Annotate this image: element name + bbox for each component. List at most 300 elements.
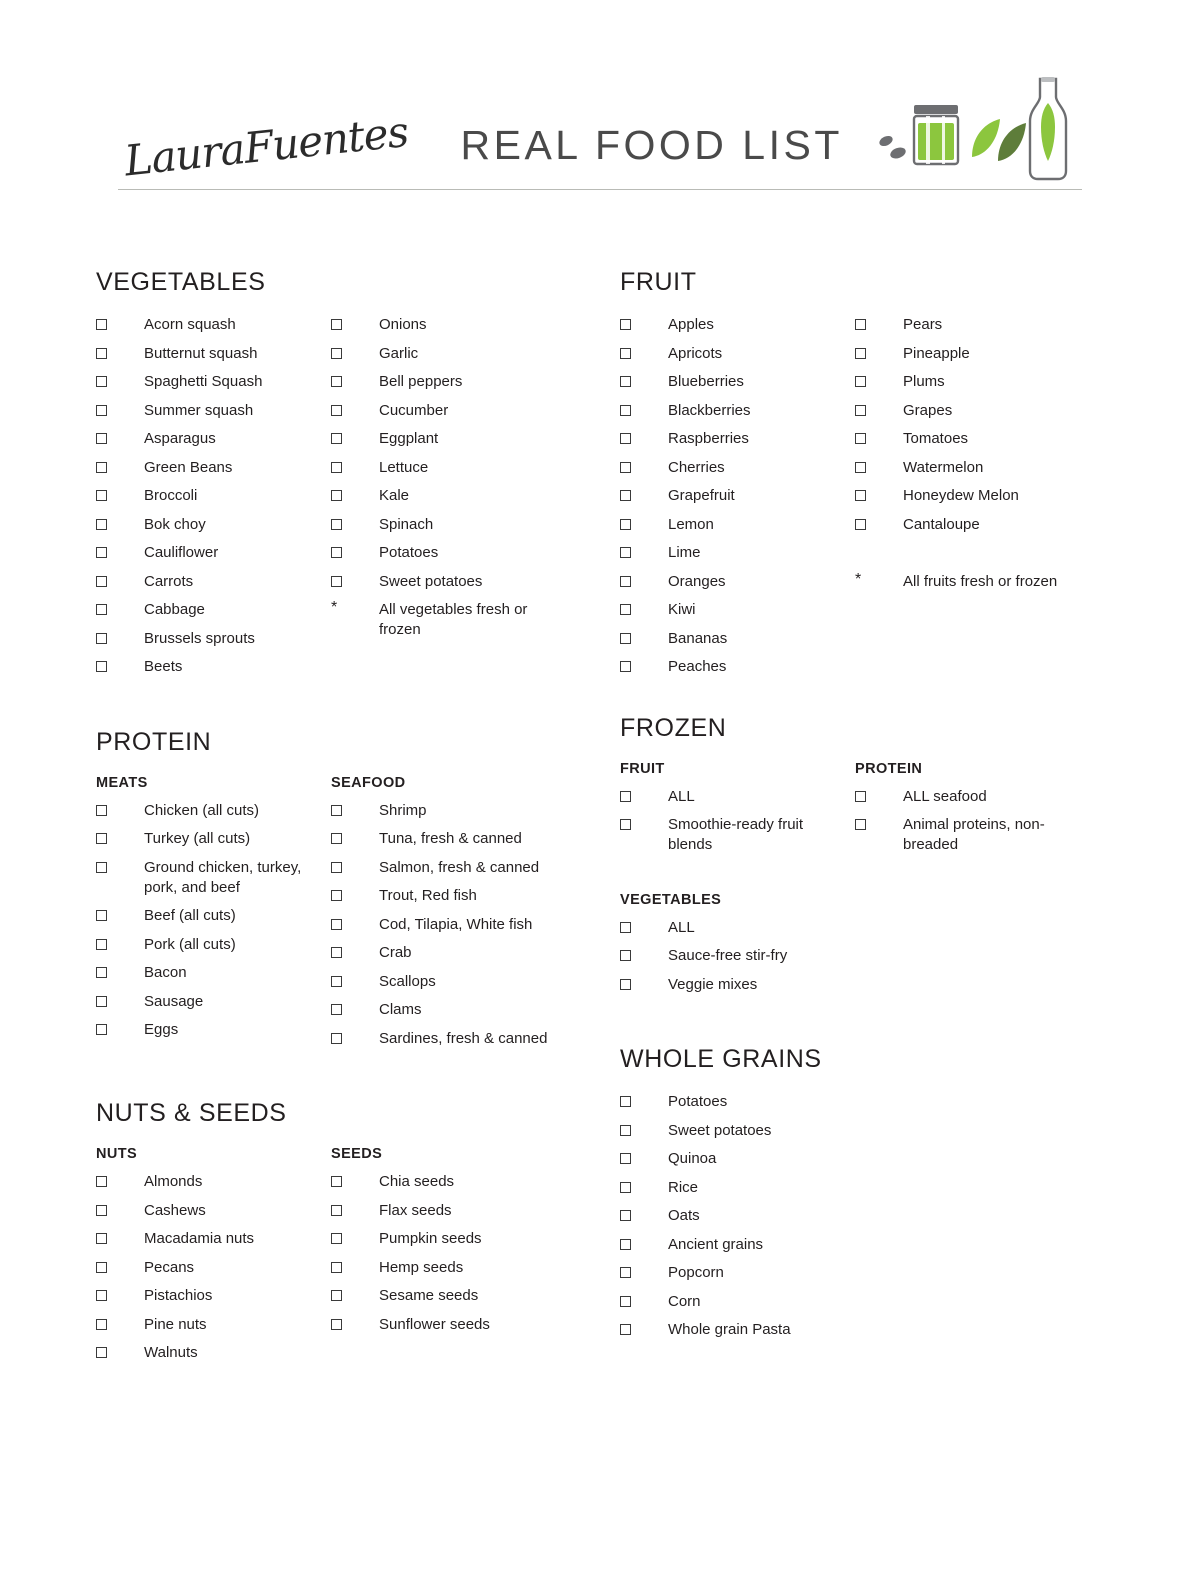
checkbox-icon[interactable] [331,833,342,844]
item-label: Carrots [144,572,194,590]
item-label: Onions [379,316,427,333]
list-item[interactable] [96,858,331,898]
item-label: Pine nuts [144,1315,207,1333]
list-item[interactable] [620,1320,1090,1340]
item-label: Bok choy [144,515,206,533]
checkbox-icon[interactable] [855,819,866,830]
item-label: Veggie mixes [668,975,758,993]
checkbox-icon[interactable] [855,519,866,530]
item-label: Spinach [379,515,434,533]
checkbox-icon[interactable] [620,547,631,558]
item-label: Crab [379,944,412,961]
checkbox-icon[interactable] [96,1024,107,1035]
list-item[interactable] [96,486,331,506]
item-label: Corn [668,1292,701,1310]
item-label: Green Beans [144,458,233,476]
checkbox-icon[interactable] [620,462,631,473]
item-label: Oats [668,1207,700,1224]
checkbox-icon[interactable] [96,319,107,330]
checkbox-icon[interactable] [96,1290,107,1301]
whole-grains-list [620,1092,1090,1340]
list-item[interactable] [620,1092,1090,1112]
item-label: Garlic [379,344,419,362]
list-item[interactable] [331,486,566,506]
checkbox-icon[interactable] [331,1262,342,1273]
item-label: Kale [379,487,410,504]
page-title: REAL FOOD LIST [460,122,843,168]
list-item[interactable] [331,572,566,592]
list-item[interactable] [620,1206,1090,1226]
list-item[interactable] [331,886,566,906]
frozen-fruit [620,761,855,1004]
item-label: Pears [903,316,943,333]
list-item[interactable] [331,401,566,421]
list-item[interactable] [620,1292,1090,1312]
list-item[interactable] [331,1258,566,1278]
checkbox-icon[interactable] [96,433,107,444]
checkbox-icon[interactable] [331,1176,342,1187]
checkbox-icon[interactable] [96,996,107,1007]
subsection-title-seafood: SEAFOOD [331,774,406,791]
checkbox-icon[interactable] [331,919,342,930]
item-label: Bell peppers [379,373,463,390]
item-label: Summer squash [144,401,254,419]
vegetables-column-2 [331,315,566,686]
checkbox-icon[interactable] [620,791,631,802]
item-label: Salmon, fresh & canned [379,858,540,876]
subsection-title-meats: MEATS [96,774,148,791]
checkbox-icon[interactable] [620,1239,631,1250]
checkbox-icon[interactable] [620,405,631,416]
checkbox-icon[interactable] [96,1176,107,1187]
list-item[interactable] [331,429,566,449]
section-title-nuts-seeds: NUTS & SEEDS [96,1099,287,1127]
checkbox-icon[interactable] [620,661,631,672]
list-item[interactable] [620,372,855,392]
list-item[interactable] [331,1201,566,1221]
checkbox-icon[interactable] [96,405,107,416]
checkbox-icon[interactable] [96,1347,107,1358]
item-label: Sausage [144,992,204,1010]
protein-seafood [331,775,566,1058]
item-label: Grapes [903,401,953,419]
item-label: Whole grain Pasta [668,1321,791,1338]
item-label: Watermelon [903,458,984,476]
checkbox-icon[interactable] [96,490,107,501]
list-item[interactable] [331,1000,566,1020]
list-item[interactable] [331,1315,566,1335]
subsection-title-frozen-protein: PROTEIN [855,760,923,777]
section-title-frozen: FROZEN [620,713,727,742]
section-title-vegetables: VEGETABLES [96,268,266,296]
item-label: Quinoa [668,1150,717,1167]
list-item[interactable] [96,906,331,926]
footnote [855,572,1090,592]
list-item[interactable] [96,935,331,955]
list-item[interactable] [96,600,331,620]
list-item[interactable] [620,458,855,478]
list-item[interactable] [96,458,331,478]
list-item[interactable] [620,401,855,421]
item-label: Sauce-free stir-fry [668,947,788,964]
checkbox-icon[interactable] [96,805,107,816]
list-item[interactable] [620,1263,1090,1283]
list-item[interactable] [331,915,566,935]
checkbox-icon[interactable] [620,376,631,387]
item-label: Grapefruit [668,487,735,504]
checkbox-icon[interactable] [620,604,631,615]
item-label: ALL [668,787,695,805]
checkbox-icon[interactable] [331,348,342,359]
checkbox-icon[interactable] [855,433,866,444]
list-item[interactable] [620,315,855,335]
checkbox-icon[interactable] [96,1205,107,1216]
checkbox-icon[interactable] [331,319,342,330]
checkbox-icon[interactable] [855,462,866,473]
checkbox-icon[interactable] [855,791,866,802]
list-item[interactable] [855,787,1090,807]
list-item[interactable] [96,315,331,335]
list-item[interactable] [96,572,331,592]
item-label: Sunflower seeds [379,1315,490,1333]
checkbox-icon[interactable] [331,376,342,387]
list-item[interactable] [331,344,566,364]
list-item[interactable] [331,972,566,992]
checkbox-icon[interactable] [331,490,342,501]
checkbox-icon[interactable] [331,547,342,558]
item-label: Eggs [144,1021,179,1038]
checkbox-icon[interactable] [331,1033,342,1044]
list-item[interactable] [96,963,331,983]
frozen-protein [855,761,1090,1004]
item-label: Beef (all cuts) [144,907,236,924]
list-item[interactable] [855,458,1090,478]
checkbox-icon[interactable] [620,348,631,359]
checkbox-icon[interactable] [620,950,631,961]
list-item[interactable] [96,992,331,1012]
checkbox-icon[interactable] [620,433,631,444]
item-label: Blueberries [668,373,744,390]
list-item[interactable] [331,458,566,478]
checkbox-icon[interactable] [331,1290,342,1301]
item-label: Peaches [668,658,727,675]
list-item[interactable] [331,858,566,878]
checkbox-icon[interactable] [620,1210,631,1221]
item-label: Cabbage [144,601,205,618]
checkbox-icon[interactable] [96,661,107,672]
footnote-label: All fruits fresh or frozen [903,572,1058,590]
right-column [620,268,1090,1349]
list-item[interactable] [620,1235,1090,1255]
subsection-title-seeds: SEEDS [331,1146,383,1162]
section-title-fruit: FRUIT [620,268,697,296]
checkbox-icon[interactable] [855,490,866,501]
list-item[interactable] [96,344,331,364]
list-item[interactable] [96,629,331,649]
item-label: Honeydew Melon [903,487,1019,504]
checkbox-icon[interactable] [620,633,631,644]
checkbox-icon[interactable] [331,462,342,473]
asterisk-icon: * [331,599,338,616]
subsection-title-nuts: NUTS [96,1146,138,1162]
item-label: Cashews [144,1201,206,1219]
list-item[interactable] [620,429,855,449]
checkbox-icon[interactable] [855,405,866,416]
item-label: Cherries [668,458,725,476]
item-label: Sesame seeds [379,1287,479,1304]
item-label: Pork (all cuts) [144,935,236,953]
list-item[interactable] [331,543,566,563]
fruit-column-1 [620,315,855,686]
item-label: Potatoes [668,1093,728,1110]
item-label: Turkey (all cuts) [144,830,251,847]
list-item[interactable] [620,486,855,506]
checkbox-icon[interactable] [331,576,342,587]
item-label: Bacon [144,964,187,981]
list-item[interactable] [331,1029,566,1049]
checkbox-icon[interactable] [331,519,342,530]
checkbox-icon[interactable] [620,979,631,990]
list-item[interactable] [855,815,1090,855]
list-item[interactable] [620,1121,1090,1141]
list-item[interactable] [331,515,566,535]
checkbox-icon[interactable] [331,1319,342,1330]
list-item[interactable] [620,344,855,364]
list-item[interactable] [96,1172,331,1192]
item-label: Flax seeds [379,1201,452,1219]
item-label: Animal proteins, non-breaded [903,816,1045,853]
checkbox-icon[interactable] [96,833,107,844]
item-label: Chia seeds [379,1173,455,1190]
list-item[interactable] [855,315,1090,335]
section-fruit [620,268,1090,686]
checkbox-icon[interactable] [620,490,631,501]
list-item[interactable] [620,946,855,966]
list-item[interactable] [96,372,331,392]
item-label: Macadamia nuts [144,1230,255,1247]
section-frozen [620,714,1090,1004]
item-label: Tomatoes [903,430,969,447]
list-item[interactable] [96,1201,331,1221]
brand-logo: LauraFuentes [122,106,411,186]
checkbox-icon[interactable] [620,319,631,330]
fruit-column-2 [855,315,1090,686]
item-label: Plums [903,373,945,390]
subsection-title-frozen-fruit: FRUIT [620,760,665,777]
checkbox-icon[interactable] [331,1004,342,1015]
list-item[interactable] [620,600,855,620]
list-item[interactable] [331,315,566,335]
list-item[interactable] [96,801,331,821]
item-label: Lemon [668,515,714,533]
checkbox-icon[interactable] [96,1233,107,1244]
item-label: Broccoli [144,487,198,504]
list-item[interactable] [96,1020,331,1040]
list-item[interactable] [96,829,331,849]
checkbox-icon[interactable] [331,805,342,816]
list-item[interactable] [855,515,1090,535]
checkbox-icon[interactable] [331,890,342,901]
checkbox-icon[interactable] [96,1262,107,1273]
item-label: ALL seafood [903,787,987,805]
item-label: Almonds [144,1173,203,1190]
item-label: Blackberries [668,401,751,419]
item-label: Bananas [668,629,728,647]
list-item[interactable] [331,372,566,392]
spacer [855,543,1090,563]
item-label: Eggplant [379,430,439,447]
footnote-label: All vegetables fresh or frozen [379,601,528,638]
item-label: Sweet potatoes [668,1121,772,1139]
checkbox-icon[interactable] [620,1182,631,1193]
checkbox-icon[interactable] [620,576,631,587]
list-item[interactable] [620,543,855,563]
list-item[interactable] [96,1229,331,1249]
checkbox-icon[interactable] [96,604,107,615]
item-label: Ancient grains [668,1235,764,1253]
item-label: Pistachios [144,1287,213,1304]
page-header [118,72,1082,190]
item-label: Beets [144,658,183,675]
checkbox-icon[interactable] [96,910,107,921]
subsection-title-frozen-vegetables: VEGETABLES [620,891,722,908]
checkbox-icon[interactable] [620,519,631,530]
list-item[interactable] [331,943,566,963]
list-item[interactable] [620,975,855,995]
list-item[interactable] [620,918,855,938]
list-item[interactable] [620,787,855,807]
checkbox-icon[interactable] [620,1125,631,1136]
seeds-column [331,1146,566,1372]
item-label: Smoothie-ready fruit blends [668,816,804,853]
list-item[interactable] [96,1286,331,1306]
checkbox-icon[interactable] [620,819,631,830]
checkbox-icon[interactable] [96,376,107,387]
item-label: Walnuts [144,1344,198,1361]
item-label: Brussels sprouts [144,629,255,647]
list-item[interactable] [331,829,566,849]
list-item[interactable] [620,515,855,535]
list-item[interactable] [855,486,1090,506]
section-protein [96,728,566,1058]
checkbox-icon[interactable] [620,922,631,933]
list-item[interactable] [855,372,1090,392]
checkbox-icon[interactable] [96,967,107,978]
item-label: Popcorn [668,1264,724,1281]
list-item[interactable] [331,1229,566,1249]
list-item[interactable] [96,1315,331,1335]
checkbox-icon[interactable] [96,1319,107,1330]
section-nuts-seeds [96,1099,566,1372]
checkbox-icon[interactable] [96,547,107,558]
checkbox-icon[interactable] [855,348,866,359]
checkbox-icon[interactable] [96,633,107,644]
list-item[interactable] [620,629,855,649]
list-item[interactable] [96,429,331,449]
list-item[interactable] [96,401,331,421]
list-item[interactable] [855,401,1090,421]
list-item[interactable] [331,1172,566,1192]
checkbox-icon[interactable] [620,1267,631,1278]
item-label: Kiwi [668,601,696,618]
checkbox-icon[interactable] [331,976,342,987]
checkbox-icon[interactable] [96,462,107,473]
jar-leaves-bottle-icon [872,65,1082,183]
footnote [331,600,566,640]
list-item[interactable] [96,657,331,677]
real-food-list-page [0,72,1200,1572]
list-item[interactable] [855,429,1090,449]
item-label: ALL [668,918,695,936]
item-label: Shrimp [379,801,427,819]
checkbox-icon[interactable] [620,1296,631,1307]
item-label: Potatoes [379,544,439,561]
list-item[interactable] [96,515,331,535]
list-item[interactable] [96,543,331,563]
checkbox-icon[interactable] [620,1324,631,1335]
list-item[interactable] [96,1258,331,1278]
checkbox-icon[interactable] [855,376,866,387]
asterisk-icon: * [855,570,862,588]
item-label: Sweet potatoes [379,572,483,590]
list-item[interactable] [620,1178,1090,1198]
list-item[interactable] [331,801,566,821]
item-label: Hemp seeds [379,1258,464,1276]
item-label: Apples [668,316,714,333]
list-item[interactable] [620,1149,1090,1169]
item-label: Pineapple [903,344,970,362]
list-item[interactable] [620,815,855,855]
section-vegetables [96,268,566,686]
checkbox-icon[interactable] [620,1153,631,1164]
item-label: Pecans [144,1258,195,1276]
item-label: Asparagus [144,430,216,447]
item-label: Clams [379,1001,422,1018]
checkbox-icon[interactable] [96,519,107,530]
checkbox-icon[interactable] [331,1233,342,1244]
checkbox-icon[interactable] [331,947,342,958]
section-title-whole-grains: WHOLE GRAINS [620,1045,822,1073]
item-label: Oranges [668,572,726,590]
checkbox-icon[interactable] [96,939,107,950]
item-label: Lime [668,544,701,561]
list-item[interactable] [620,657,855,677]
item-label: Cucumber [379,401,449,419]
checkbox-icon[interactable] [96,348,107,359]
item-label: Raspberries [668,430,749,447]
list-item[interactable] [331,1286,566,1306]
item-label: Apricots [668,344,723,362]
checkbox-icon[interactable] [331,405,342,416]
item-label: Rice [668,1178,699,1196]
protein-meats [96,775,331,1058]
checkbox-icon[interactable] [96,862,107,873]
checkbox-icon[interactable] [331,862,342,873]
item-label: Scallops [379,972,436,990]
section-whole-grains [620,1045,1090,1340]
list-item[interactable] [620,572,855,592]
checkbox-icon[interactable] [331,433,342,444]
list-item[interactable] [855,344,1090,364]
item-label: Trout, Red fish [379,887,477,904]
checkbox-icon[interactable] [855,319,866,330]
item-label: Cauliflower [144,544,219,561]
list-item[interactable] [96,1343,331,1363]
checkbox-icon[interactable] [620,1096,631,1107]
checkbox-icon[interactable] [96,576,107,587]
checkbox-icon[interactable] [331,1205,342,1216]
left-column [96,268,566,1372]
